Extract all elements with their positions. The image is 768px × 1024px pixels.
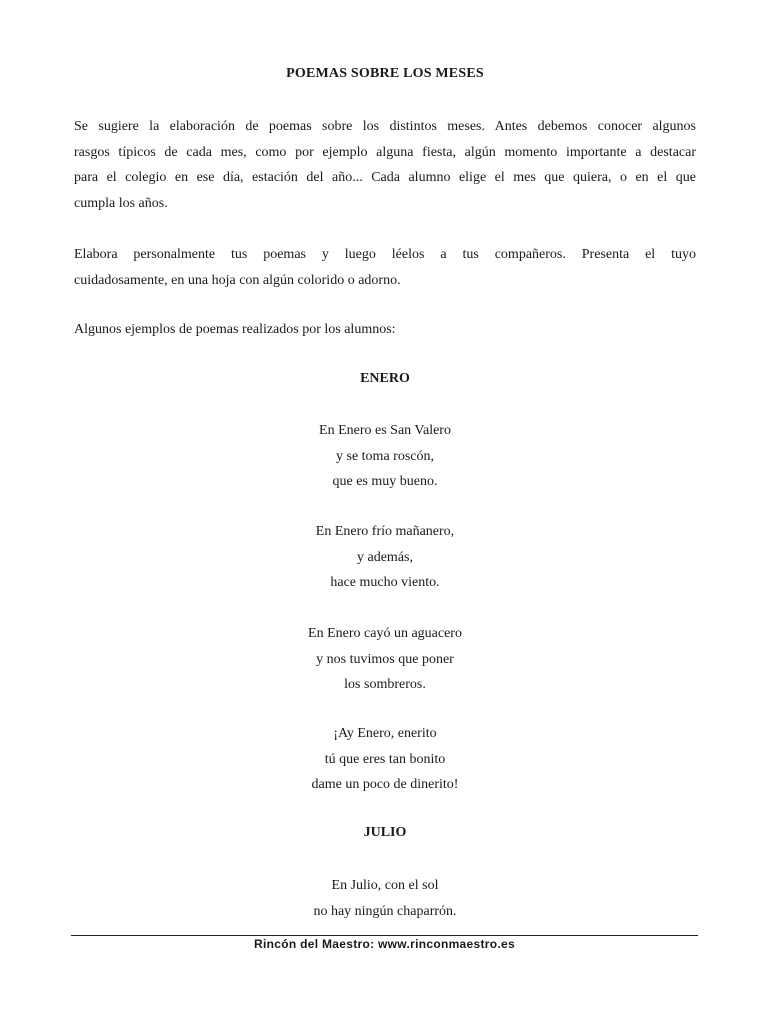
verse: dame un poco de dinerito! <box>311 777 459 792</box>
verse: En Enero es San Valero <box>319 423 451 438</box>
instructions-line-1: Elabora personalmente tus poemas y luego léelos a tus compañeros. Presenta el tuyo <box>74 247 696 262</box>
julio-heading: JULIO <box>363 825 407 840</box>
intro-paragraph <box>74 114 696 216</box>
intro-line-2: rasgos típicos de cada mes, como por ejemplo alguna fiesta, algún momento importante a destacar <box>74 144 696 160</box>
enero-stanza-4 <box>74 721 696 798</box>
examples-intro-line: Algunos ejemplos de poemas realizados por los alumnos: <box>74 322 396 337</box>
intro-line-3: para el colegio en ese día, estación del año... Cada alumno elige el mes que quiera, o en el que <box>74 170 696 185</box>
verse: En Julio, con el sol <box>331 878 439 893</box>
document-page <box>74 0 696 1024</box>
instructions-paragraph <box>74 242 696 293</box>
verse: y además, <box>357 549 413 565</box>
enero-stanza-1 <box>74 418 696 495</box>
instructions-line-2: cuidadosamente, en una hoja con algún colorido o adorno. <box>74 272 401 288</box>
intro-line-4: cumpla los años. <box>74 195 168 211</box>
footer-credit: Rincón del Maestro: www.rinconmaestro.es <box>254 937 515 951</box>
verse: tú que eres tan bonito <box>324 751 446 767</box>
footer-divider <box>71 935 698 936</box>
verse: los sombreros. <box>344 677 426 692</box>
verse: ¡Ay Enero, enerito <box>333 726 437 741</box>
verse: En Enero frío mañanero, <box>315 524 455 539</box>
enero-stanza-2 <box>74 519 696 596</box>
enero-stanza-3 <box>74 621 696 698</box>
julio-stanza-1 <box>74 873 696 924</box>
examples-intro-paragraph <box>74 317 696 343</box>
verse: no hay ningún chaparrón. <box>313 903 457 919</box>
verse: y se toma roscón, <box>336 448 434 464</box>
verse: que es muy bueno. <box>332 474 438 489</box>
page-title: POEMAS SOBRE LOS MESES <box>286 66 484 81</box>
verse: En Enero cayó un aguacero <box>308 626 462 641</box>
enero-heading: ENERO <box>360 371 410 386</box>
verse: hace mucho viento. <box>330 575 440 590</box>
intro-line-1: Se sugiere la elaboración de poemas sobre los distintos meses. Antes debemos conocer algunos <box>74 119 696 134</box>
verse: y nos tuvimos que poner <box>316 651 454 667</box>
